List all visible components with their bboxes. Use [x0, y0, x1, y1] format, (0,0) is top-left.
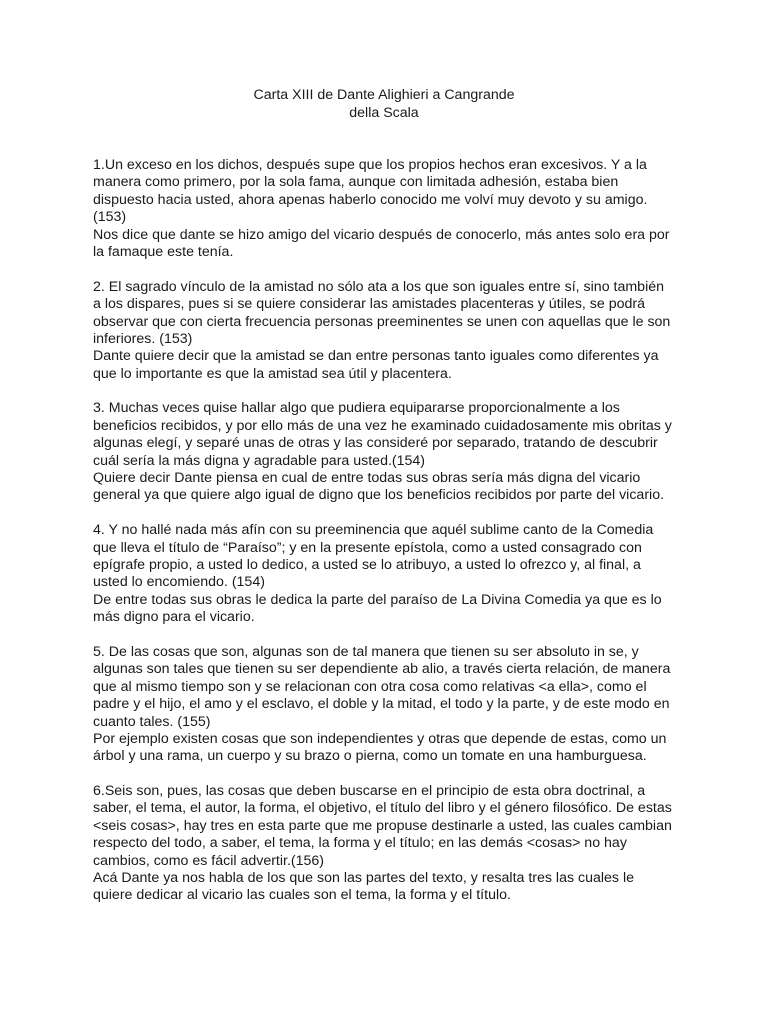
text-line: Por ejemplo existen cosas que son independientes y otras que depende de estas, como un — [93, 730, 667, 747]
text-line: que lleva el título de “Paraíso”; y en la presente epístola, como a usted consagrado con — [93, 539, 642, 556]
text-line: respecto del todo, a saber, el tema, la forma y el título; en las demás <cosas> no hay — [93, 835, 627, 852]
text-line: epígrafe propio, a usted lo dedico, a usted se lo atribuyo, a usted lo ofrezco y, al final, a — [93, 556, 641, 573]
text-line: algunas elegí, y separé unas de otras y las consideré por separado, tratando de descubrir — [93, 435, 658, 452]
text-line: árbol y una rama, un cuerpo y su brazo o pierna, como un tomate en una hamburguesa. — [93, 748, 647, 765]
text-line: Acá Dante ya nos habla de los que son las partes del texto, y resalta tres las cuales le — [93, 870, 635, 887]
text-line: que lo importante es que la amistad sea útil y placentera. — [93, 365, 452, 382]
text-line: cuál sería la más digna y agradable para usted.(154) — [93, 452, 426, 469]
document-body — [93, 157, 683, 922]
paragraph-1 — [93, 157, 683, 261]
text-line: 4. Y no hallé nada más afín con su preeminencia que aquél sublime canto de la Comedia — [93, 522, 654, 539]
paragraph-5 — [93, 644, 683, 766]
text-line: cuanto tales. (155) — [93, 713, 211, 730]
text-line: observar que con cierta frecuencia personas preeminentes se unen con aquellas que le son — [93, 313, 671, 330]
text-line: algunas son tales que tienen su ser dependiente ab alio, a través cierta relación, de manera — [93, 661, 671, 678]
text-line: cambios, como es fácil advertir.(156) — [93, 852, 325, 869]
title-line-2: della Scala — [349, 105, 419, 121]
text-line: beneficios recibidos, y por ello más de una vez he examinado cuidadosamente mis obritas y — [93, 417, 672, 434]
text-line: Dante quiere decir que la amistad se dan entre personas tanto iguales como diferentes ya — [93, 348, 659, 365]
text-line: (153) — [93, 209, 127, 226]
title-line-1: Carta XIII de Dante Alighieri a Cangrande — [253, 87, 515, 103]
text-line: quiere dedicar al vicario las cuales son el tema, la forma y el título. — [93, 887, 511, 904]
text-line: 6.Seis son, pues, las cosas que deben buscarse en el principio de esta obra doctrinal, a — [93, 783, 646, 800]
text-line: a los dispares, pues si se quiere considerar las amistades placenteras y útiles, se podrá — [93, 296, 646, 313]
text-line: padre y el hijo, el amo y el esclavo, el doble y la mitad, el todo y la parte, y de este modo en — [93, 696, 670, 713]
text-line: la famaque este tenía. — [93, 243, 234, 260]
paragraph-2 — [93, 279, 683, 383]
text-line: 3. Muchas veces quise hallar algo que pudiera equipararse proporcionalmente a los — [93, 400, 620, 417]
text-line: dispuesto hacia usted, ahora apenas haberlo conocido me volví muy devoto y su amigo. — [93, 191, 648, 208]
text-line: que al mismo tiempo son y se relacionan con otra cosa como relativas <a ella>, como el — [93, 678, 647, 695]
text-line: 5. De las cosas que son, algunas son de tal manera que tienen su ser absoluto in se, y — [93, 643, 639, 660]
text-line: usted lo encomiendo. (154) — [93, 574, 265, 591]
text-line: saber, el tema, el autor, la forma, el objetivo, el título del libro y el género filosófico. De estas — [93, 800, 672, 817]
paragraph-4 — [93, 522, 683, 626]
text-line: De entre todas sus obras le dedica la parte del paraíso de La Divina Comedia ya que es lo — [93, 591, 662, 608]
text-line: más digno para el vicario. — [93, 609, 255, 626]
text-line: 2. El sagrado vínculo de la amistad no sólo ata a los que son iguales entre sí, sino también — [93, 278, 664, 295]
document-title — [0, 86, 768, 122]
text-line: manera como primero, por la sola fama, aunque con limitada adhesión, estaba bien — [93, 174, 619, 191]
text-line: Nos dice que dante se hizo amigo del vicario después de conocerlo, más antes solo era por — [93, 226, 670, 243]
paragraph-3 — [93, 400, 683, 504]
text-line: inferiores. (153) — [93, 330, 193, 347]
text-line: general ya que quiere algo igual de digno que los beneficios recibidos por parte del vicario. — [93, 487, 665, 504]
text-line: Quiere decir Dante piensa en cual de entre todas sus obras sería más digna del vicario — [93, 470, 641, 487]
paragraph-6 — [93, 783, 683, 905]
text-line: <seis cosas>, hay tres en esta parte que me propuse destinarle a usted, las cuales cambian — [93, 817, 672, 834]
text-line: 1.Un exceso en los dichos, después supe que los propios hechos eran excesivos. Y a la — [93, 157, 647, 173]
